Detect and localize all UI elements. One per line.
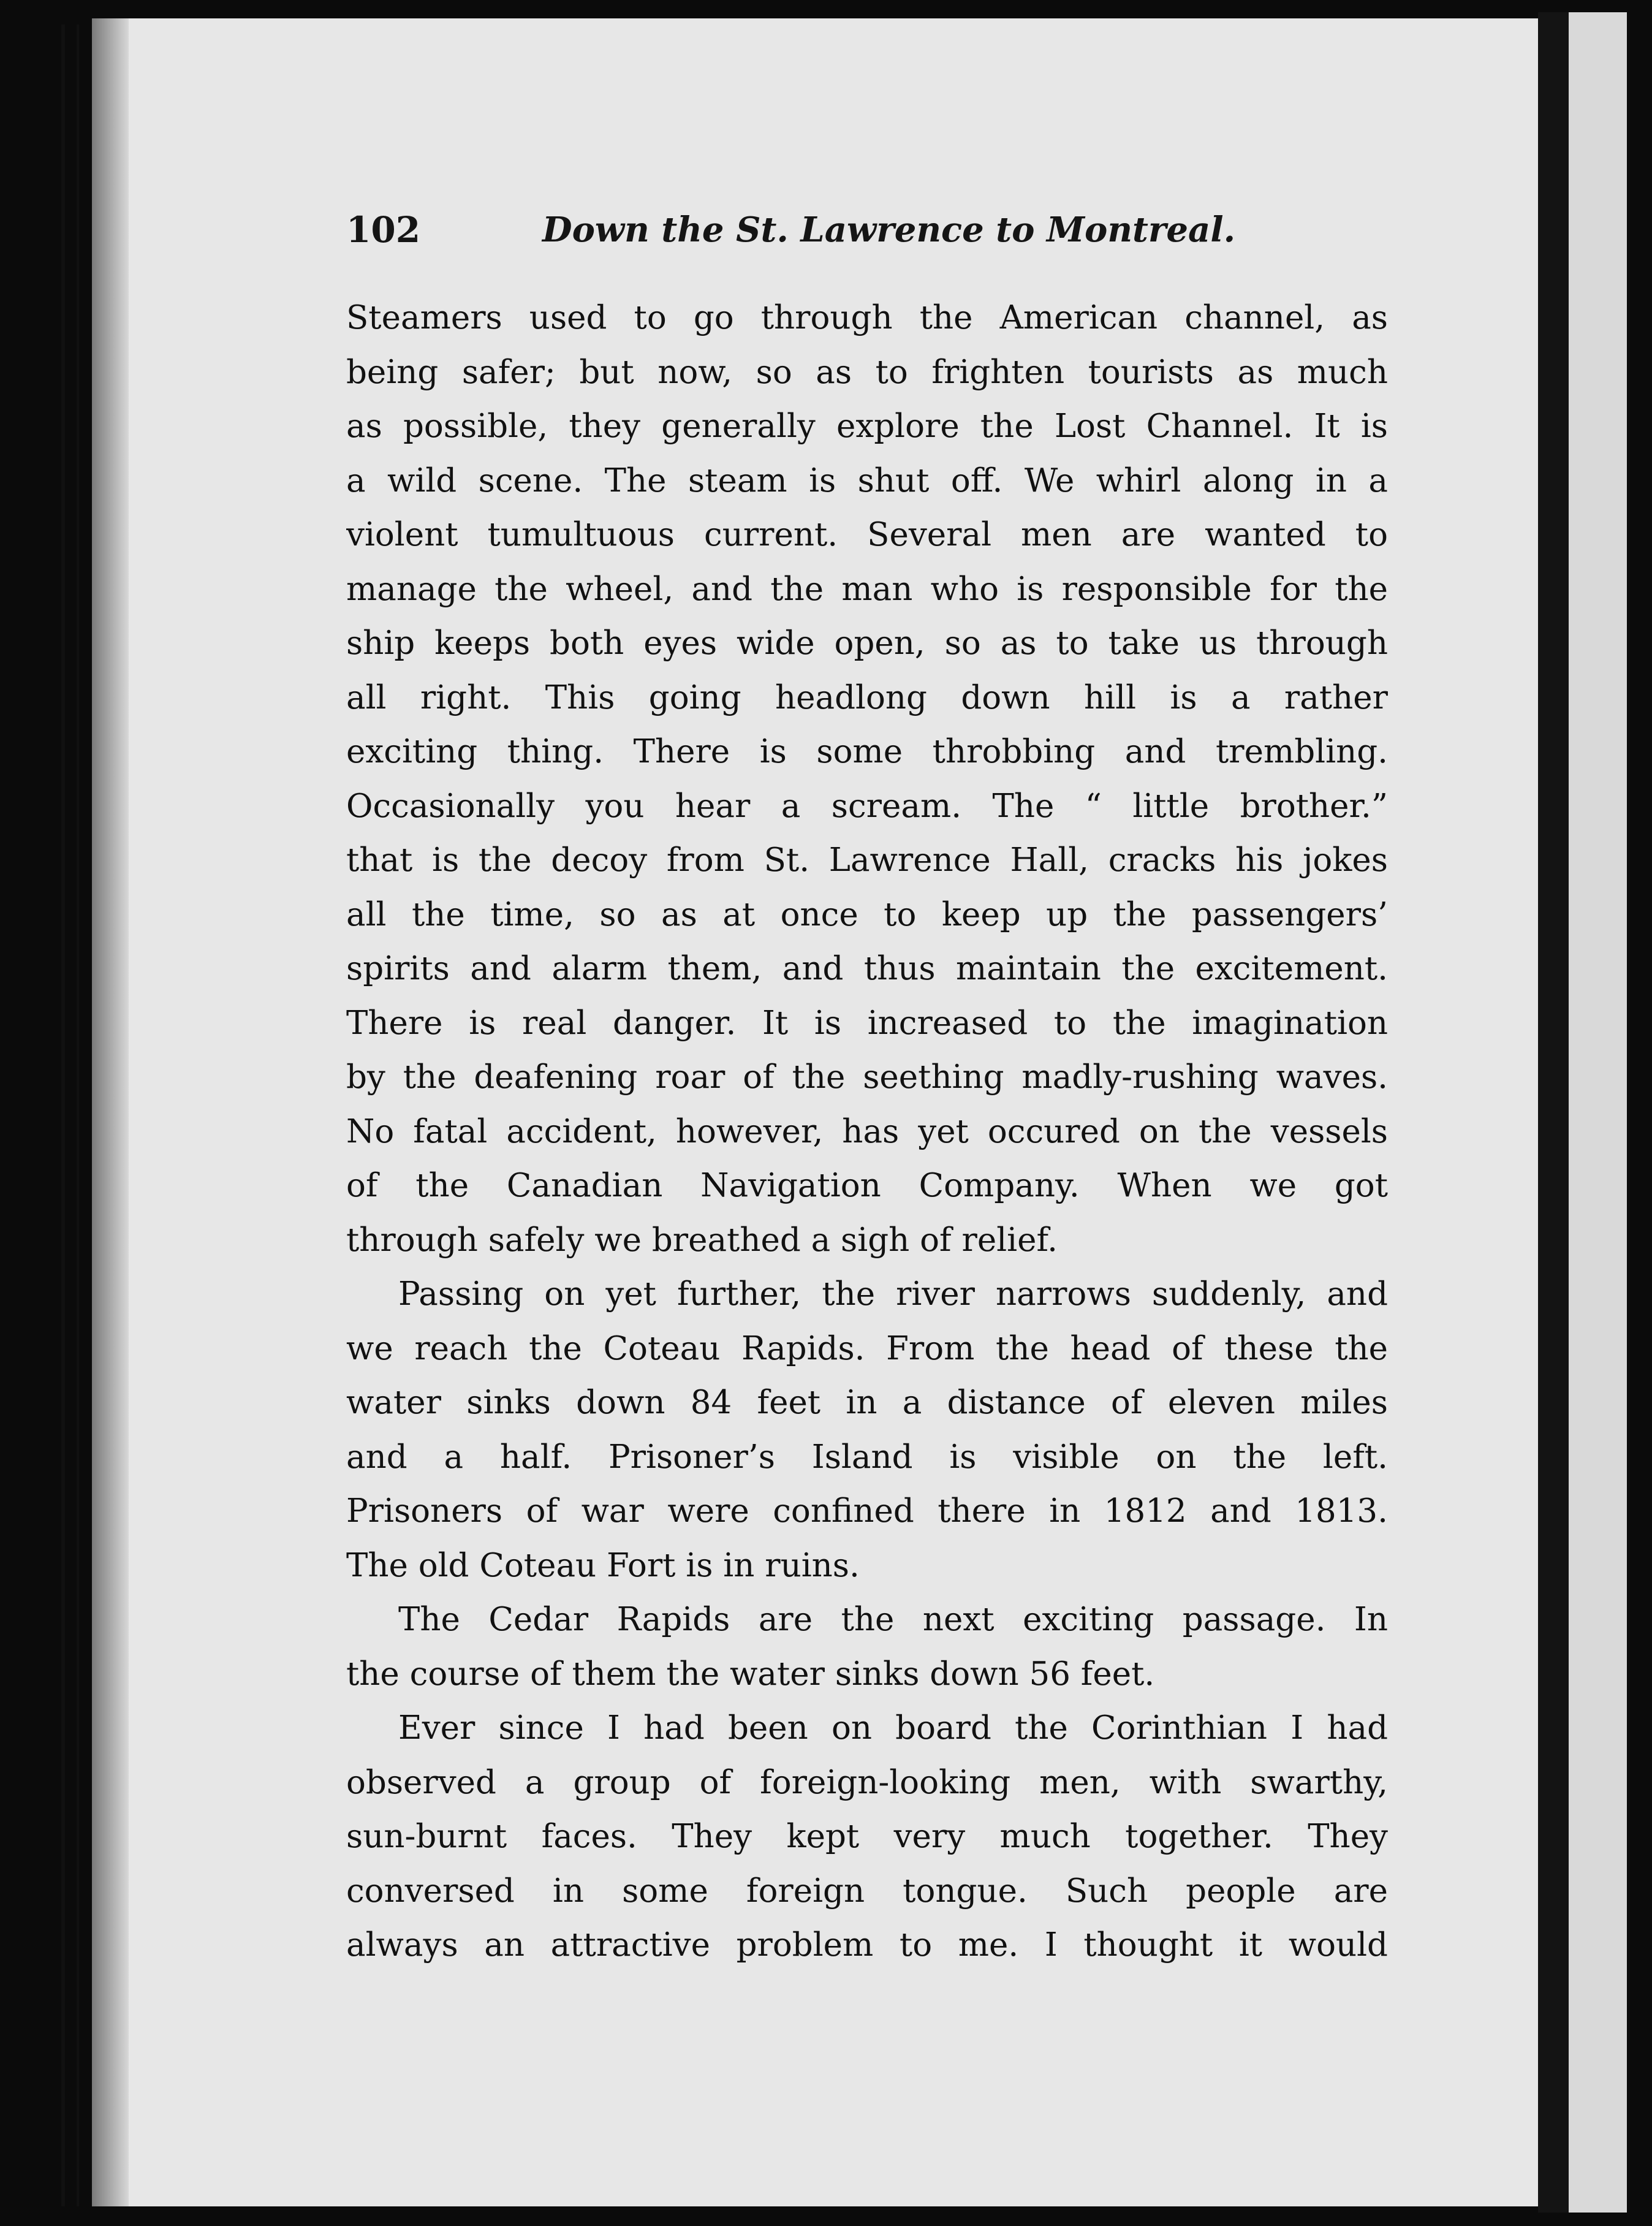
text-line: water sinks down 84 feet in a distance of eleven miles	[346, 1384, 1388, 1421]
running-title: Down the St. Lawrence to Montreal.	[542, 210, 1236, 250]
text-line: we reach the Coteau Rapids. From the head of these the	[346, 1329, 1388, 1367]
text-line: spirits and alarm them, and thus maintain the excitement.	[346, 950, 1388, 987]
text-line: and a half. Prisoner’s Island is visible on the left.	[346, 1438, 1388, 1476]
text-line: by the deafening roar of the seething madly-rushing waves.	[346, 1058, 1388, 1096]
text-line: violent tumultuous current. Several men are wanted to	[346, 516, 1388, 553]
text-line: The Cedar Rapids are the next exciting passage. In	[398, 1601, 1388, 1638]
page-number: 102	[346, 209, 421, 251]
text-line: manage the wheel, and the man who is responsible for the	[346, 570, 1388, 608]
scanner-margin	[1569, 12, 1627, 2213]
text-line: conversed in some foreign tongue. Such people are	[346, 1872, 1388, 1910]
text-line: Steamers used to go through the American channel, as	[346, 299, 1388, 336]
text-line: exciting thing. There is some throbbing and trembling.	[346, 733, 1388, 770]
text-line: observed a group of foreign-looking men, with swarthy,	[346, 1763, 1388, 1801]
text-line: of the Canadian Navigation Company. When we got	[346, 1167, 1388, 1204]
text-line: as possible, they generally explore the Lost Channel. It is	[346, 408, 1388, 445]
body-text	[346, 291, 1388, 1973]
text-line: ship keeps both eyes wide open, so as to take us through	[346, 625, 1388, 662]
text-line: The old Coteau Fort is in ruins.	[346, 1546, 860, 1584]
text-line: being safer; but now, so as to frighten tourists as much	[346, 353, 1388, 391]
text-line: There is real danger. It is increased to the imagination	[346, 1004, 1388, 1042]
text-line: Ever since I had been on board the Corinthian I had	[398, 1709, 1388, 1747]
text-line: all the time, so as at once to keep up the passengers’	[346, 895, 1388, 933]
text-line: No fatal accident, however, has yet occured on the vessels	[346, 1112, 1388, 1150]
text-line: a wild scene. The steam is shut off. We whirl along in a	[346, 462, 1388, 500]
text-line: sun-burnt faces. They kept very much together. They	[346, 1818, 1388, 1855]
text-line: that is the decoy from St. Lawrence Hall, cracks his jokes	[346, 841, 1388, 879]
gutter-shadow	[92, 18, 129, 2206]
next-page-edge	[1538, 12, 1569, 2213]
running-head	[346, 202, 1388, 257]
text-line: all right. This going headlong down hill is a rather	[346, 678, 1388, 716]
text-line: through safely we breathed a sigh of relief.	[346, 1221, 1058, 1259]
text-line: the course of them the water sinks down 56 feet.	[346, 1655, 1155, 1693]
text-line: Occasionally you hear a scream. The “ little brother.”	[346, 787, 1388, 825]
page-edge-line	[77, 25, 79, 2206]
text-line: Passing on yet further, the river narrows suddenly, and	[398, 1275, 1388, 1313]
text-line: Prisoners of war were confined there in 1812 and 1813.	[346, 1492, 1388, 1530]
page-edge-line	[61, 25, 65, 2206]
text-line: always an attractive problem to me. I thought it would	[346, 1926, 1388, 1964]
